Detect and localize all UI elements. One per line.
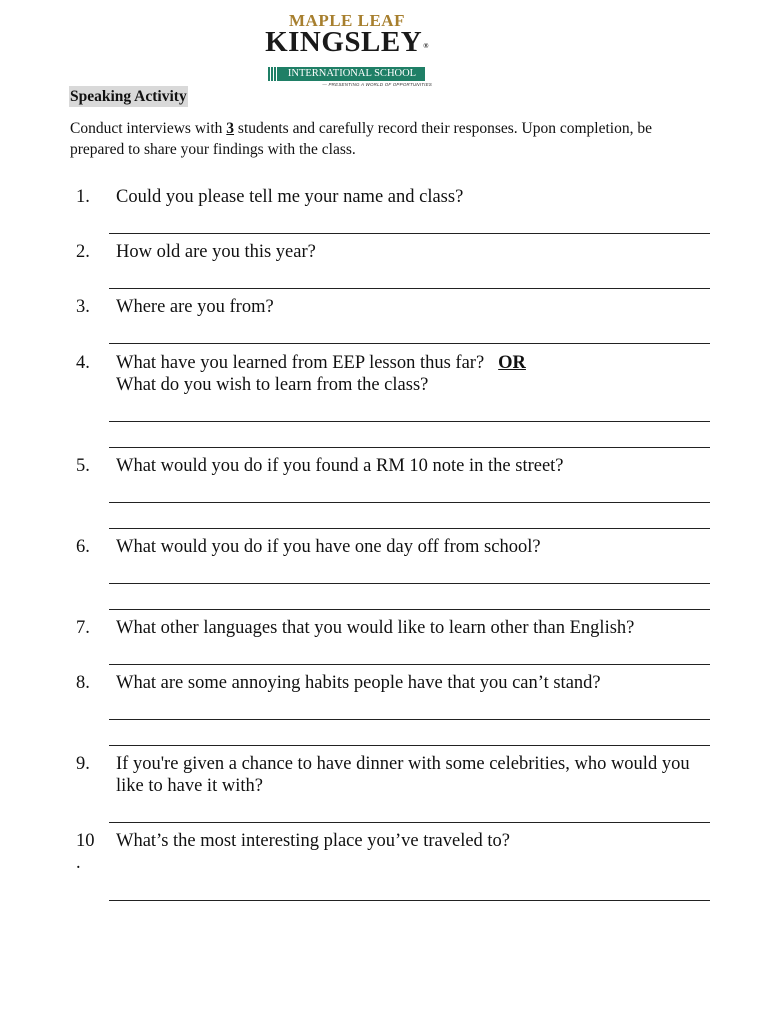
- logo-kingsley-text: KINGSLEY: [265, 26, 423, 58]
- logo-banner: [267, 67, 425, 81]
- question-number: 7.: [76, 618, 90, 638]
- answer-line[interactable]: [109, 343, 710, 344]
- instructions-text-end: students and carefully record their responses. Upon completion, be prepared to share your findings with the class.: [70, 120, 652, 158]
- logo-line-kingsley: [262, 27, 432, 57]
- answer-line[interactable]: [109, 288, 710, 289]
- question-number-period: .: [76, 853, 81, 873]
- question-text: What other languages that you would like to learn other than English?: [116, 618, 635, 638]
- student-count: 3: [226, 120, 235, 137]
- page-title: Speaking Activity: [70, 88, 187, 105]
- question-number: 3.: [76, 297, 90, 317]
- answer-line[interactable]: [109, 745, 710, 746]
- question-number-digits: 10: [76, 831, 95, 851]
- question-text: What’s the most interesting place you’ve traveled to?: [116, 831, 511, 851]
- logo-line-maple-leaf: MAPLE LEAF: [289, 11, 405, 30]
- question-text: What would you do if you found a RM 10 note in the street?: [116, 456, 564, 476]
- question-text: How old are you this year?: [116, 242, 316, 262]
- answer-line[interactable]: [109, 609, 710, 610]
- answer-line[interactable]: [109, 822, 710, 823]
- question-text: What are some annoying habits people have that you can’t stand?: [116, 673, 601, 693]
- answer-line[interactable]: [109, 447, 710, 448]
- question-text: Could you please tell me your name and class?: [116, 187, 464, 207]
- instructions: [70, 118, 680, 160]
- answer-line[interactable]: [109, 502, 710, 503]
- answer-line[interactable]: [109, 583, 710, 584]
- question-number: 9.: [76, 754, 90, 774]
- question-number: [76, 830, 106, 874]
- answer-line[interactable]: [109, 528, 710, 529]
- school-logo: [262, 11, 432, 87]
- answer-line[interactable]: [109, 900, 710, 901]
- question-text: [116, 352, 716, 396]
- question-number: 6.: [76, 537, 90, 557]
- answer-line[interactable]: [109, 719, 710, 720]
- question-text-part1: What have you learned from EEP lesson thus far?: [116, 353, 485, 373]
- question-number: 1.: [76, 187, 90, 207]
- question-number: 4.: [76, 353, 90, 373]
- question-text: If you're given a chance to have dinner with some celebrities, who would you like to have it with?: [116, 754, 690, 796]
- trademark-symbol: ®: [423, 42, 429, 50]
- question-text: What would you do if you have one day off from school?: [116, 537, 541, 557]
- question-text-part2: What do you wish to learn from the class?: [116, 375, 429, 395]
- or-label: OR: [498, 353, 526, 373]
- question-text: Where are you from?: [116, 297, 274, 317]
- logo-tagline: — PRESENTING A WORLD OF OPPORTUNITIES: [322, 82, 432, 87]
- question-number: 8.: [76, 673, 90, 693]
- question-number: 2.: [76, 242, 90, 262]
- question-number: 5.: [76, 456, 90, 476]
- answer-line[interactable]: [109, 421, 710, 422]
- logo-stripes-icon: [267, 67, 279, 81]
- instructions-text-start: Conduct interviews with: [70, 120, 227, 137]
- answer-line[interactable]: [109, 664, 710, 665]
- logo-banner-text: INTERNATIONAL SCHOOL: [287, 68, 417, 79]
- answer-line[interactable]: [109, 233, 710, 234]
